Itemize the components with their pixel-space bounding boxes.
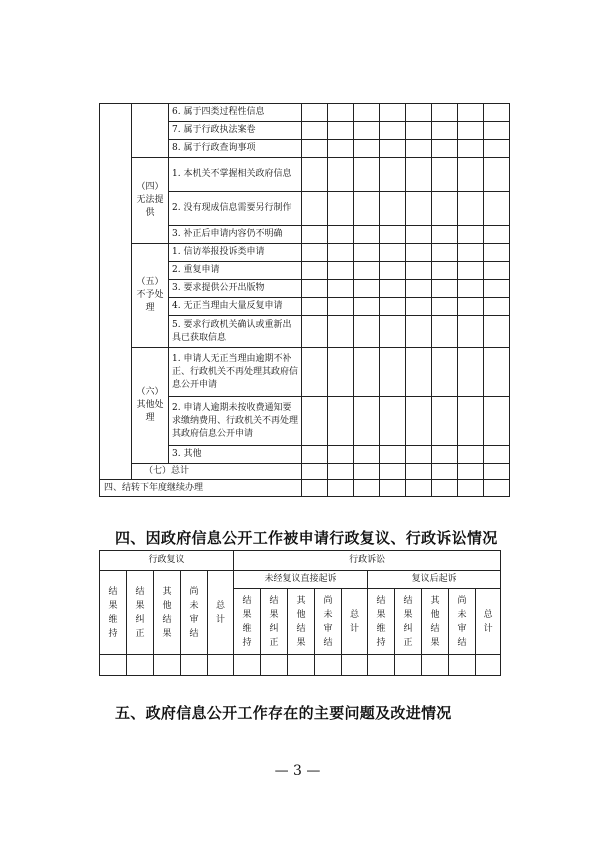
- count-cell: [476, 655, 501, 676]
- count-cell: [328, 140, 354, 158]
- count-cell: [328, 348, 354, 397]
- count-cell: [406, 348, 432, 397]
- count-cell: [354, 280, 380, 298]
- count-cell: [354, 397, 380, 446]
- count-cell: [484, 262, 510, 280]
- count-cell: [302, 226, 328, 244]
- item-label: 1. 本机关不掌握相关政府信息: [169, 158, 302, 192]
- column-header-text: 结果纠正: [403, 595, 413, 648]
- column-header-text: 尚未审结: [189, 586, 199, 639]
- page-number: — 3 —: [274, 763, 321, 779]
- count-cell: [380, 316, 406, 348]
- section4-heading: 四、因政府信息公开工作被申请行政复议、行政诉讼情况: [115, 529, 498, 547]
- count-cell: [328, 316, 354, 348]
- item-label: 1. 信访举报投诉类申请: [169, 244, 302, 262]
- count-cell: [342, 655, 368, 676]
- count-cell: [484, 348, 510, 397]
- count-cell: [302, 262, 328, 280]
- count-cell: [380, 298, 406, 316]
- count-cell: [422, 655, 449, 676]
- count-cell: [328, 192, 354, 226]
- count-cell: [406, 397, 432, 446]
- count-cell: [432, 464, 458, 480]
- count-cell: [458, 348, 484, 397]
- count-cell: [458, 122, 484, 140]
- count-cell: [458, 192, 484, 226]
- application-handling-table: [99, 103, 510, 497]
- count-cell: [354, 298, 380, 316]
- count-cell: [484, 446, 510, 464]
- reconsideration-col-header: [154, 571, 181, 655]
- count-cell: [484, 244, 510, 262]
- after-reconsideration-col-header: [368, 589, 395, 655]
- reconsideration-header: 行政复议: [100, 551, 234, 571]
- after-reconsideration-header: 复议后起诉: [368, 571, 501, 589]
- litigation-header: 行政诉讼: [234, 551, 501, 571]
- count-cell: [261, 655, 288, 676]
- count-cell: [354, 158, 380, 192]
- item-label: 2. 没有现成信息需要另行制作: [169, 192, 302, 226]
- count-cell: [302, 348, 328, 397]
- count-cell: [432, 316, 458, 348]
- count-cell: [154, 655, 181, 676]
- count-cell: [354, 122, 380, 140]
- count-cell: [380, 226, 406, 244]
- column-header-text: 结果维持: [376, 595, 386, 648]
- count-cell: [484, 480, 510, 497]
- count-cell: [302, 480, 328, 497]
- count-cell: [302, 298, 328, 316]
- reconsideration-col-header: [208, 571, 234, 655]
- count-cell: [432, 192, 458, 226]
- count-cell: [380, 464, 406, 480]
- count-cell: [328, 446, 354, 464]
- count-cell: [328, 158, 354, 192]
- count-cell: [328, 480, 354, 497]
- count-cell: [208, 655, 234, 676]
- count-cell: [328, 226, 354, 244]
- count-cell: [458, 244, 484, 262]
- column-header-text: 结果维持: [242, 595, 252, 648]
- count-cell: [406, 244, 432, 262]
- total-label: （七）总计: [132, 464, 302, 480]
- count-cell: [449, 655, 476, 676]
- count-cell: [380, 104, 406, 122]
- count-cell: [395, 655, 422, 676]
- count-cell: [328, 298, 354, 316]
- count-cell: [380, 280, 406, 298]
- column-header-text: 尚未审结: [457, 595, 467, 648]
- count-cell: [328, 280, 354, 298]
- count-cell: [380, 348, 406, 397]
- count-cell: [484, 280, 510, 298]
- count-cell: [302, 397, 328, 446]
- direct-suit-col-header: [234, 589, 261, 655]
- after-reconsideration-col-header: [476, 589, 501, 655]
- count-cell: [406, 280, 432, 298]
- count-cell: [484, 104, 510, 122]
- column-header-text: 结果纠正: [135, 586, 145, 639]
- count-cell: [354, 446, 380, 464]
- count-cell: [406, 192, 432, 226]
- item-label: 2. 重复申请: [169, 262, 302, 280]
- count-cell: [432, 122, 458, 140]
- count-cell: [484, 140, 510, 158]
- direct-suit-col-header: [288, 589, 315, 655]
- count-cell: [181, 655, 208, 676]
- column-header-text: 结果维持: [108, 586, 118, 639]
- count-cell: [380, 158, 406, 192]
- count-cell: [406, 140, 432, 158]
- count-cell: [432, 480, 458, 497]
- count-cell: [328, 464, 354, 480]
- count-cell: [406, 122, 432, 140]
- count-cell: [484, 192, 510, 226]
- count-cell: [380, 262, 406, 280]
- item-label: 5. 要求行政机关确认或重新出具已获取信息: [169, 316, 302, 348]
- count-cell: [354, 348, 380, 397]
- count-cell: [380, 192, 406, 226]
- count-cell: [406, 104, 432, 122]
- after-reconsideration-col-header: [395, 589, 422, 655]
- item-label: 7. 属于行政执法案卷: [169, 122, 302, 140]
- count-cell: [432, 226, 458, 244]
- outcome-category-cell: [100, 104, 132, 480]
- count-cell: [354, 262, 380, 280]
- count-cell: [458, 397, 484, 446]
- count-cell: [380, 480, 406, 497]
- count-cell: [354, 104, 380, 122]
- count-cell: [354, 192, 380, 226]
- count-cell: [328, 397, 354, 446]
- item-label: 3. 补正后申请内容仍不明确: [169, 226, 302, 244]
- column-header-text: 尚未审结: [323, 595, 333, 648]
- count-cell: [368, 655, 395, 676]
- count-cell: [432, 280, 458, 298]
- group-label: [132, 104, 169, 158]
- count-cell: [302, 192, 328, 226]
- direct-suit-col-header: [315, 589, 342, 655]
- count-cell: [458, 464, 484, 480]
- count-cell: [127, 655, 154, 676]
- count-cell: [484, 464, 510, 480]
- count-cell: [432, 348, 458, 397]
- count-cell: [458, 280, 484, 298]
- column-header-text: 其他结果: [430, 595, 440, 648]
- count-cell: [100, 655, 127, 676]
- count-cell: [406, 158, 432, 192]
- count-cell: [406, 226, 432, 244]
- direct-suit-header: 未经复议直接起诉: [234, 571, 368, 589]
- count-cell: [302, 104, 328, 122]
- column-header-text: 总计: [216, 600, 226, 625]
- count-cell: [484, 158, 510, 192]
- count-cell: [484, 397, 510, 446]
- count-cell: [380, 140, 406, 158]
- count-cell: [458, 104, 484, 122]
- item-label: 2. 申请人逾期未按收费通知要求缴纳费用、行政机关不再处理其政府信息公开申请: [169, 397, 302, 446]
- section5-heading: 五、政府信息公开工作存在的主要问题及改进情况: [115, 704, 452, 722]
- count-cell: [302, 158, 328, 192]
- count-cell: [354, 244, 380, 262]
- count-cell: [406, 446, 432, 464]
- count-cell: [432, 140, 458, 158]
- count-cell: [302, 140, 328, 158]
- count-cell: [484, 316, 510, 348]
- count-cell: [458, 446, 484, 464]
- count-cell: [328, 104, 354, 122]
- count-cell: [432, 262, 458, 280]
- direct-suit-col-header: [342, 589, 368, 655]
- count-cell: [406, 298, 432, 316]
- column-header-text: 其他结果: [162, 586, 172, 639]
- count-cell: [406, 480, 432, 497]
- after-reconsideration-col-header: [422, 589, 449, 655]
- item-label: 3. 要求提供公开出版物: [169, 280, 302, 298]
- group-label: （六）其他处理: [132, 348, 169, 464]
- count-cell: [458, 316, 484, 348]
- count-cell: [354, 316, 380, 348]
- count-cell: [432, 104, 458, 122]
- column-header-text: 总计: [350, 609, 360, 634]
- reconsideration-col-header: [100, 571, 127, 655]
- count-cell: [432, 298, 458, 316]
- count-cell: [484, 298, 510, 316]
- count-cell: [302, 464, 328, 480]
- direct-suit-col-header: [261, 589, 288, 655]
- count-cell: [302, 280, 328, 298]
- item-label: 6. 属于四类过程性信息: [169, 104, 302, 122]
- count-cell: [432, 397, 458, 446]
- count-cell: [458, 262, 484, 280]
- count-cell: [406, 464, 432, 480]
- count-cell: [354, 226, 380, 244]
- count-cell: [354, 480, 380, 497]
- count-cell: [380, 397, 406, 446]
- count-cell: [288, 655, 315, 676]
- column-header-text: 其他结果: [296, 595, 306, 648]
- count-cell: [458, 298, 484, 316]
- item-label: 4. 无正当理由大量反复申请: [169, 298, 302, 316]
- group-label: （四）无法提供: [132, 158, 169, 244]
- count-cell: [458, 226, 484, 244]
- count-cell: [432, 446, 458, 464]
- count-cell: [432, 244, 458, 262]
- count-cell: [302, 244, 328, 262]
- count-cell: [328, 262, 354, 280]
- count-cell: [302, 122, 328, 140]
- count-cell: [302, 316, 328, 348]
- item-label: 3. 其他: [169, 446, 302, 464]
- count-cell: [484, 226, 510, 244]
- count-cell: [354, 140, 380, 158]
- count-cell: [406, 316, 432, 348]
- count-cell: [458, 158, 484, 192]
- item-label: 1. 申请人无正当理由逾期不补正、行政机关不再处理其政府信息公开申请: [169, 348, 302, 397]
- count-cell: [484, 122, 510, 140]
- count-cell: [432, 158, 458, 192]
- count-cell: [302, 446, 328, 464]
- group-label: （五）不予处理: [132, 244, 169, 348]
- column-header-text: 结果纠正: [269, 595, 279, 648]
- review-litigation-table: [99, 550, 501, 676]
- count-cell: [328, 122, 354, 140]
- count-cell: [315, 655, 342, 676]
- carryover-label: 四、结转下年度继续办理: [100, 480, 302, 497]
- reconsideration-col-header: [181, 571, 208, 655]
- count-cell: [406, 262, 432, 280]
- count-cell: [380, 122, 406, 140]
- reconsideration-col-header: [127, 571, 154, 655]
- column-header-text: 总计: [483, 609, 493, 634]
- item-label: 8. 属于行政查询事项: [169, 140, 302, 158]
- count-cell: [380, 244, 406, 262]
- count-cell: [458, 140, 484, 158]
- count-cell: [354, 464, 380, 480]
- count-cell: [234, 655, 261, 676]
- count-cell: [458, 480, 484, 497]
- count-cell: [328, 244, 354, 262]
- count-cell: [380, 446, 406, 464]
- after-reconsideration-col-header: [449, 589, 476, 655]
